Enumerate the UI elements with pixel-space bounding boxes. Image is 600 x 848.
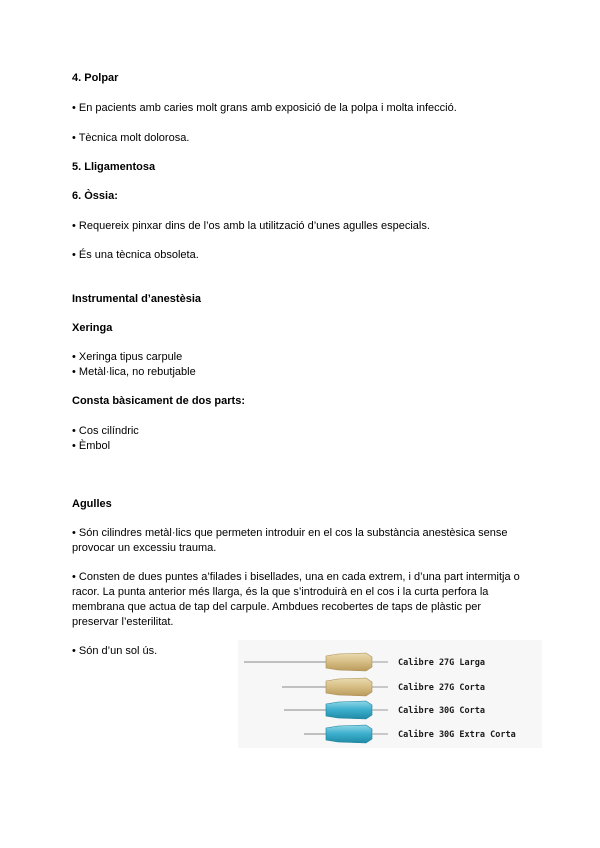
needle-label: Calibre 27G Larga	[398, 658, 485, 668]
heading-ossia: 6. Òssia:	[72, 190, 118, 202]
parts-bullet-1: • Cos cilíndric	[72, 425, 139, 437]
needles-figure	[238, 640, 542, 748]
needle-hub	[326, 653, 372, 671]
needle-hub	[326, 701, 372, 719]
needle-27g-larga	[244, 653, 485, 671]
agulles-p3: • Són d’un sol ús.	[72, 645, 158, 657]
needles-illustration	[238, 640, 542, 748]
heading-instrumental: Instrumental d’anestèsia	[72, 293, 201, 305]
needle-30g-corta	[284, 701, 485, 719]
heading-agulles: Agulles	[72, 498, 112, 510]
heading-parts: Consta bàsicament de dos parts:	[72, 395, 245, 407]
needle-hub	[326, 678, 372, 696]
needle-27g-corta	[282, 678, 485, 696]
agulles-p2-line-3: membrana que actua de tap del carpule. Ambdues recobertes de taps de plàstic per	[72, 601, 482, 613]
agulles-p2-line-1: • Consten de dues puntes a’filades i bisellades, una en cada extrem, i d’una part intermitja o	[72, 571, 520, 583]
polpar-bullet-1: • En pacients amb caries molt grans amb exposició de la polpa i molta infecció.	[72, 102, 457, 114]
needle-label: Calibre 30G Extra Corta	[398, 730, 516, 740]
ossia-bullet-2: • És una tècnica obsoleta.	[72, 249, 199, 261]
agulles-p1-line-2: provocar un excessiu trauma.	[72, 542, 217, 554]
agulles-p2-line-4: preservar l’esterilitat.	[72, 616, 174, 628]
needle-30g-extra-corta	[304, 725, 516, 743]
needle-label: Calibre 27G Corta	[398, 683, 485, 693]
parts-bullet-2: • Èmbol	[72, 440, 111, 452]
xeringa-bullet-2: • Metàl·lica, no rebutjable	[72, 366, 196, 378]
agulles-p1-line-1: • Són cilindres metàl·lics que permeten introduir en el cos la substància anestèsica sense	[72, 527, 508, 539]
heading-lligamentosa: 5. Lligamentosa	[72, 161, 156, 173]
ossia-bullet-1: • Requereix pinxar dins de l’os amb la utilització d’unes agulles especials.	[72, 220, 430, 232]
heading-polpar: 4. Polpar	[72, 72, 119, 84]
needle-hub	[326, 725, 372, 743]
needle-label: Calibre 30G Corta	[398, 706, 485, 716]
heading-xeringa: Xeringa	[72, 322, 113, 334]
agulles-p2-line-2: racor. La punta anterior més llarga, és la que s’introduirà en el cos i la curta perfora la	[72, 586, 489, 598]
xeringa-bullet-1: • Xeringa tipus carpule	[72, 351, 183, 363]
polpar-bullet-2: • Tècnica molt dolorosa.	[72, 132, 190, 144]
